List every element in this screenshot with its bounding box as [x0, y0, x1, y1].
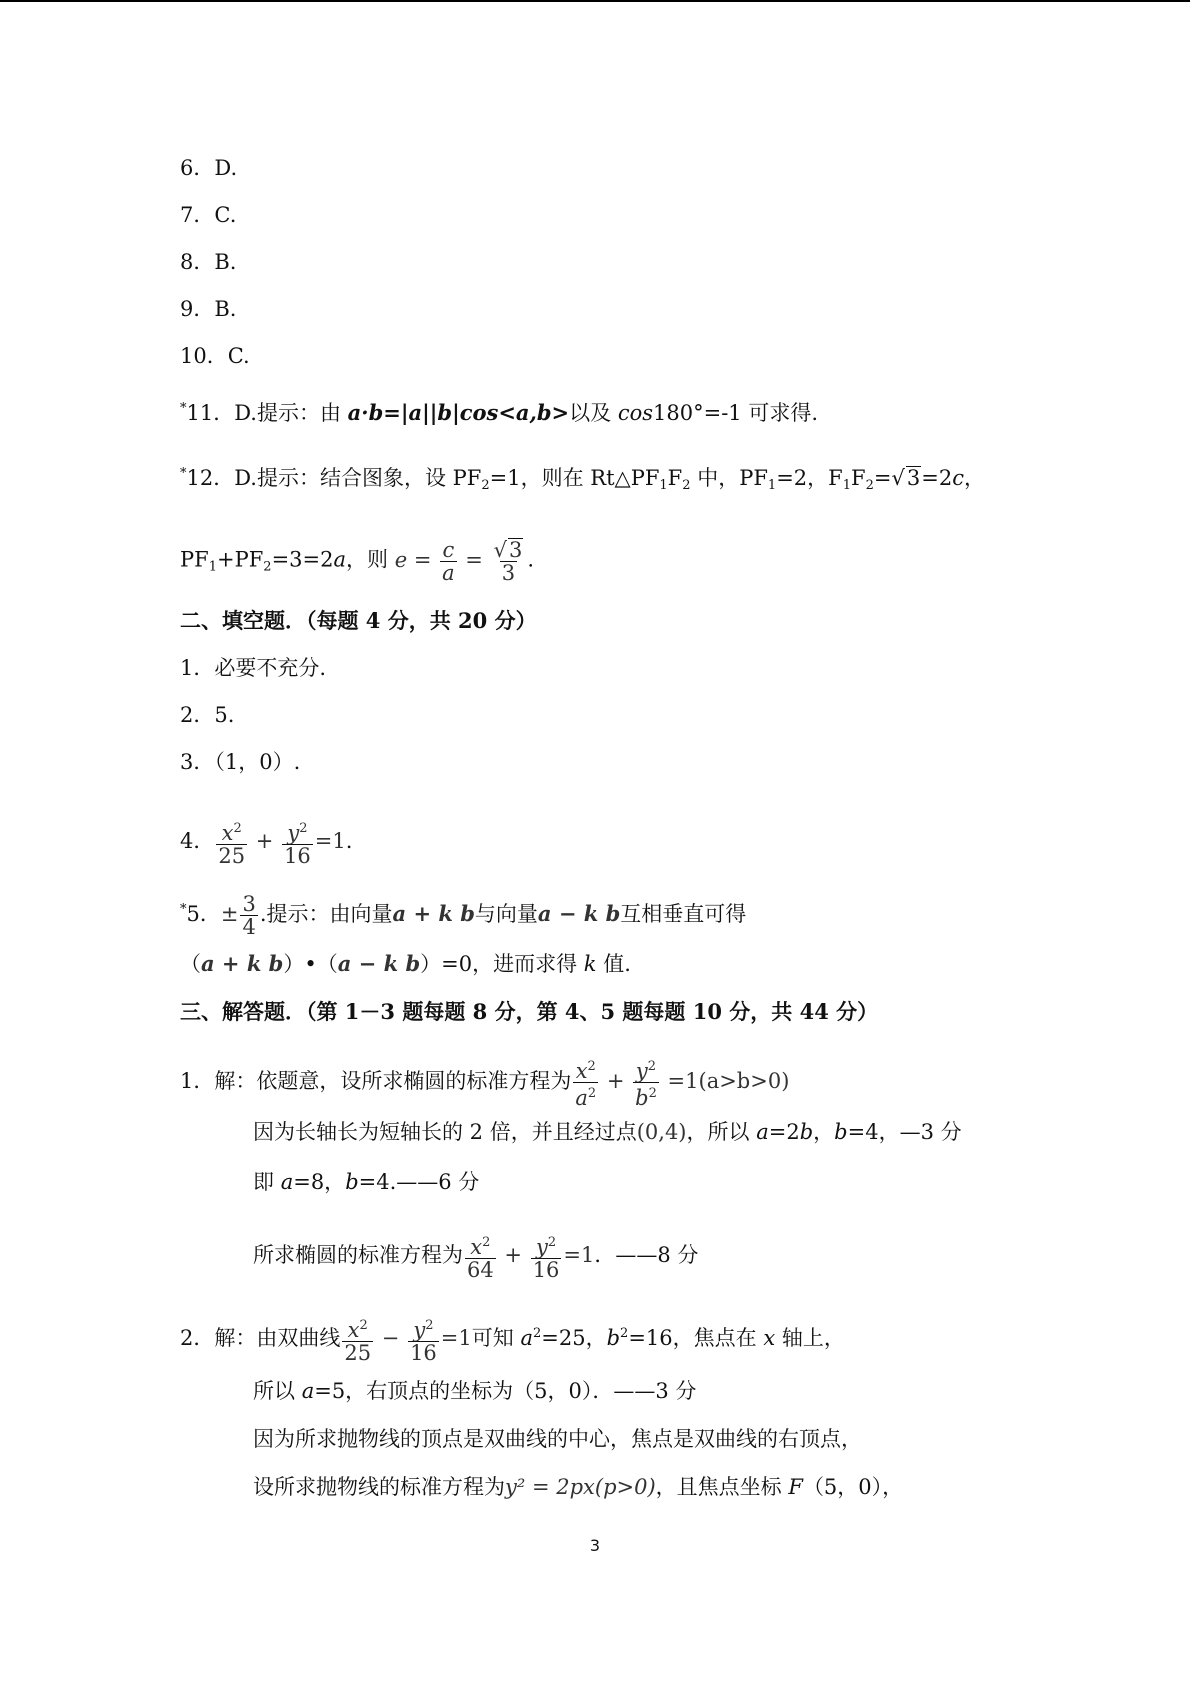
- section-title-fill-in: 二、填空题．（每题 4 分，共 20 分）: [180, 608, 537, 633]
- solution-1-line2: 因为长轴长为短轴长的 2 倍，并且经过点(0,4)，所以 a=2b，b=4，—3 分: [253, 1120, 962, 1144]
- solution-1-line3: 即 a=8，b=4.——6 分: [253, 1170, 480, 1194]
- section-title-solutions: 三、解答题．（第 1－3 题每题 8 分，第 4、5 题每题 10 分，共 44 分）: [180, 999, 879, 1024]
- solution-1-line4: 所求椭圆的标准方程为 $\frac{x^2}{64}$ + $\frac{y^2}{16}$ =1．——8 分: [253, 1235, 699, 1282]
- answer-8: 8．B.: [180, 250, 237, 274]
- fill-answer-5: *5．± $\frac{3}{4}$ .提示：由向量a + k b与向量a − k b互相垂直可得: [180, 892, 747, 939]
- answer-7: 7．C.: [180, 203, 237, 227]
- fill-answer-1: 1．必要不充分.: [180, 656, 327, 680]
- fraction-c-over-a: $\frac{c}{a}$: [442, 537, 455, 585]
- fill-answer-2: 2．5.: [180, 703, 235, 727]
- page-number: 3: [589, 1536, 601, 1555]
- answer-6: 6．D.: [180, 156, 238, 180]
- sqrt-sign: √: [891, 466, 905, 490]
- solution-1-line1: 1．解：依题意，设所求椭圆的标准方程为 $\frac{x^2}{a^2}$ + $\frac{y^2}{b^2}$ =1(a>b>0): [180, 1059, 790, 1110]
- fill-answer-5-line2: （a + k b）•（a − k b）=0，进而求得 k 值.: [180, 951, 631, 976]
- fill-answer-3: 3．（1，0）.: [180, 750, 301, 774]
- fill-answer-4: 4． $\frac{x^2}{25}$ + $\frac{y^2}{16}$ =1.: [180, 821, 353, 868]
- solution-2-line3: 因为所求抛物线的顶点是双曲线的中心，焦点是双曲线的右顶点，: [253, 1427, 862, 1451]
- answer-10: 10．C.: [180, 344, 250, 368]
- answer-12-line1: *12．D.提示：结合图象，设 $PF_2=1$，则在 $Rt\triangle PF_1F_2$ 中，$PF_1=2$，$F_1F_2=√3=2c$，: [180, 466, 985, 493]
- answer-11: *11．D.提示：由 a·b=|a||b|cos<a,b>以及 cos180°=-1 可求得.: [180, 400, 819, 425]
- top-rule: [0, 0, 1190, 2]
- answer-12-line2: $PF_1+PF_2=3=2a$，则 e = $\frac{c}{a}$ = $\frac{√3}{3}$ .: [180, 537, 535, 585]
- answer-9: 9．B.: [180, 297, 237, 321]
- fraction-sqrt3-over-3: $\frac{√3}{3}$: [493, 538, 523, 585]
- solution-2-line1: 2．解：由双曲线 $\frac{x^2}{25}$ − $\frac{y^2}{16}$ =1可知 $a^2=25$，$b^2=16$，焦点在 x 轴上，: [180, 1318, 845, 1365]
- solution-2-line2: 所以 a=5，右顶点的坐标为（5，0）．——3 分: [253, 1379, 697, 1403]
- solution-2-line4: 设所求抛物线的标准方程为y² = 2px(p>0)，且焦点坐标 F（5，0），: [253, 1475, 904, 1499]
